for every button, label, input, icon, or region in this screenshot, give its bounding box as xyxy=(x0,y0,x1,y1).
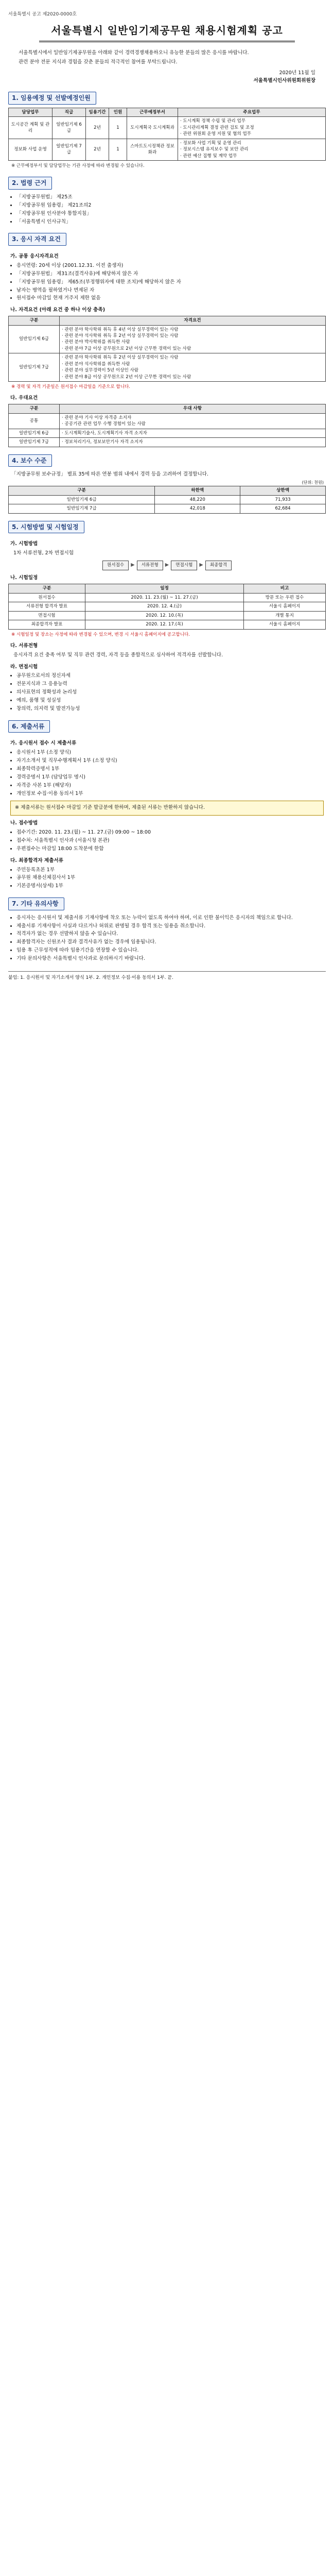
col-header: 임용기간 xyxy=(86,108,109,116)
list-item: • 개인정보 수집·이용 동의서 1부 xyxy=(16,790,326,798)
list-item: • 전문지식과 그 응용능력 xyxy=(16,681,326,688)
subheading: 다. 우대요건 xyxy=(10,395,38,401)
table-header-row xyxy=(9,404,326,413)
list-item: • 예의, 품행 및 성실성 xyxy=(16,697,326,705)
table-row xyxy=(9,504,326,513)
list-item: • 공무원 채용신체검사서 1부 xyxy=(16,874,326,882)
col-header: 일정 xyxy=(85,584,244,593)
cell-duties: · 도시계획 정책 수립 및 관리 업무 · 도시관리계획 결정 관련 검토 및 조정 · 관련 위원회 운영 지원 및 협의 업무 xyxy=(178,117,326,139)
section-notes xyxy=(8,897,326,963)
subheading: 다. 최종합격자 제출서류 xyxy=(10,857,63,863)
section-heading: 4. 보수 수준 xyxy=(8,454,52,467)
cell-label: 일반임기제 6급 xyxy=(9,325,60,353)
col-header: 구분 xyxy=(9,316,60,325)
cell: 2020. 12. 10.(목) xyxy=(85,611,244,620)
positions-table xyxy=(8,108,326,161)
salary-table xyxy=(8,486,326,513)
table-row xyxy=(9,413,326,429)
cell-text: · 도시계획기술사, 도시계획기사 자격 소지자 xyxy=(60,429,326,437)
notice-box: ※ 제출서류는 원서접수 마감일 기준 발급분에 한하며, 제출된 서류는 반환하지 않습니다. xyxy=(10,801,324,816)
salary-text: 「지방공무원 보수규정」 별표 35에 따른 연봉 범위 내에서 경력 등을 고려하여 결정합니다. xyxy=(11,471,209,478)
exam-flow xyxy=(8,561,326,570)
list-item: • 주민등록초본 1부 xyxy=(16,867,326,874)
cell-label: 일반임기제 6급 xyxy=(9,429,60,437)
col-header: 근무예정부서 xyxy=(127,108,178,116)
announcement-page xyxy=(0,0,334,1003)
cell-count: 1 xyxy=(109,117,127,139)
cell-text: · 관련 분야 학사학위 취득 후 4년 이상 실무경력이 있는 사람 · 관련 분야 석사학위 취득 후 2년 이상 실무경력이 있는 사람 · 관련 분야 박사학위를 취득한 사람 · 관련 분야 7급 이상 공무원으로 2년 이상 근무한 경력이 있는 사람 xyxy=(60,325,326,353)
subheading: 가. 공통 응시자격요건 xyxy=(10,253,59,260)
list-item: • 경력증명서 1부 (담당업무 명시) xyxy=(16,774,326,782)
cell: 2020. 11. 23.(월) ~ 11. 27.(금) xyxy=(85,593,244,602)
col-header: 직급 xyxy=(52,108,86,116)
section-salary xyxy=(8,454,326,514)
list-item: • 응시연령: 20세 이상 (2001.12.31. 이전 출생자) xyxy=(16,262,326,270)
cell-dept: 도시계획국 도시계획과 xyxy=(127,117,178,139)
qualification-table xyxy=(8,316,326,382)
flow-step: 원서접수 xyxy=(102,561,129,570)
cell: 2020. 12. 17.(목) xyxy=(85,620,244,629)
cell: 42,018 xyxy=(155,504,240,513)
table-row xyxy=(9,620,326,629)
cell-grade: 일반임기제 6급 xyxy=(52,117,86,139)
section-note: ※ 시험일정 및 장소는 사정에 따라 변경될 수 있으며, 변경 시 서울시 홈페이지에 공고합니다. xyxy=(11,632,190,637)
col-header: 구분 xyxy=(9,486,155,495)
document-number: 서울특별시 공고 제2020-0000호 xyxy=(8,12,77,17)
cell: 62,684 xyxy=(240,504,326,513)
interview-criteria-list xyxy=(8,672,326,713)
table-header-row xyxy=(9,584,326,593)
col-header: 담당업무 xyxy=(9,108,52,116)
table-header-row xyxy=(9,316,326,325)
table-row xyxy=(9,602,326,611)
list-item: • 공무원으로서의 정신자세 xyxy=(16,672,326,680)
cell-label: 공통 xyxy=(9,413,60,429)
section-legal-basis xyxy=(8,177,326,226)
table-row xyxy=(9,139,326,160)
flow-step: 최종합격 xyxy=(205,561,232,570)
cell-period: 2년 xyxy=(86,139,109,160)
intro-line: 관련 분야 전문 지식과 경험을 갖춘 분들의 적극적인 참여를 부탁드립니다. xyxy=(19,59,178,65)
cell-text: · 관련 분야 학사학위 취득 후 2년 이상 실무경력이 있는 사람 · 관련 분야 석사학위를 취득한 사람 · 관련 분야 실무경력이 5년 이상인 사람 · 관련 분야 8급 이상 공무원으로 2년 이상 근무한 경력이 있는 사람 xyxy=(60,353,326,382)
unit-label: (단위: 천원) xyxy=(302,480,324,485)
list-item: • 임용 후 근무성적에 따라 임용기간을 연장할 수 있습니다. xyxy=(16,947,326,955)
intro xyxy=(8,49,326,66)
cell-grade: 일반임기제 7급 xyxy=(52,139,86,160)
table-row xyxy=(9,429,326,437)
section-documents xyxy=(8,720,326,890)
preference-table xyxy=(8,404,326,447)
page-title: 서울특별시 일반임기제공무원 채용시험계획 공고 xyxy=(51,24,283,37)
col-header: 하한액 xyxy=(155,486,240,495)
cell: 서울시 홈페이지 xyxy=(244,620,326,629)
subheading: 나. 자격요건 (아래 요건 중 하나 이상 충족) xyxy=(10,307,106,313)
list-item: • 「지방공무원 임용령」 제21조의2 xyxy=(16,202,326,210)
cell-text: · 정보처리기사, 정보보안기사 자격 소지자 xyxy=(60,438,326,447)
cell: 일반임기제 7급 xyxy=(9,504,155,513)
cell-work: 도시공간 계획 및 관리 xyxy=(9,117,52,139)
subheading: 다. 서류전형 xyxy=(10,642,38,649)
section-positions xyxy=(8,92,326,170)
submission-method-list xyxy=(8,829,326,853)
subheading: 가. 응시원서 접수 시 제출서류 xyxy=(10,740,77,747)
cell: 방문 또는 우편 접수 xyxy=(244,593,326,602)
section-exam xyxy=(8,521,326,713)
cell-count: 1 xyxy=(109,139,127,160)
cell: 서류전형 합격자 발표 xyxy=(9,602,85,611)
section-heading: 5. 시험방법 및 시험일정 xyxy=(8,521,84,534)
section-heading: 7. 기타 유의사항 xyxy=(8,897,64,910)
arrow-right-icon: ▶ xyxy=(165,562,169,568)
schedule-table xyxy=(8,584,326,629)
col-header: 구분 xyxy=(9,584,85,593)
list-item: • 「지방공무원법」 제25조 xyxy=(16,194,326,201)
cell: 면접시험 xyxy=(9,611,85,620)
col-header: 자격요건 xyxy=(60,316,326,325)
col-header: 주요업무 xyxy=(178,108,326,116)
documents-list xyxy=(8,749,326,798)
intro-line: 서울특별시에서 일반임기제공무원을 아래와 같이 경력경쟁채용하오니 유능한 분들의 많은 응시를 바랍니다. xyxy=(19,49,249,56)
title-divider xyxy=(39,41,295,42)
col-header: 구분 xyxy=(9,404,60,413)
arrow-right-icon: ▶ xyxy=(131,562,135,568)
list-item: • 적격자가 없는 경우 선발하지 않을 수 있습니다. xyxy=(16,930,326,938)
list-item: • 자기소개서 및 직무수행계획서 1부 (소정 양식) xyxy=(16,757,326,765)
announcement-date: 2020년 11월 일 xyxy=(279,70,315,76)
issuing-organization: 서울특별시인사위원회위원장 xyxy=(253,77,315,83)
cell: 원서접수 xyxy=(9,593,85,602)
table-row xyxy=(9,117,326,139)
list-item: • 응시자는 응시원서 및 제출서류 기재사항에 착오 또는 누락이 없도록 하여야 하며, 이로 인한 불이익은 응시자의 책임으로 합니다. xyxy=(16,914,326,922)
list-item: • 우편접수는 마감일 18:00 도착분에 한함 xyxy=(16,845,326,853)
cell-label: 일반임기제 7급 xyxy=(9,438,60,447)
section-heading: 1. 임용예정 및 선발예정인원 xyxy=(8,92,96,105)
flow-step: 면접시험 xyxy=(171,561,197,570)
list-item: • 「지방공무원 임용령」 제65조(부정행위자에 대한 조치)에 해당하지 않은 자 xyxy=(16,279,326,286)
cell: 71,933 xyxy=(240,495,326,504)
cell: 개별 통지 xyxy=(244,611,326,620)
subheading: 나. 시험일정 xyxy=(10,575,38,581)
table-row xyxy=(9,438,326,447)
list-item: • 「지방공무원법」 제31조(결격사유)에 해당하지 않은 자 xyxy=(16,270,326,278)
cell: 48,220 xyxy=(155,495,240,504)
list-item: • 최종합격자는 신원조사 결과 결격사유가 없는 경우에 임용됩니다. xyxy=(16,939,326,946)
list-item: • 자격증 사본 1부 (해당자) xyxy=(16,782,326,790)
cell: 서울시 홈페이지 xyxy=(244,602,326,611)
list-item: • 의사표현의 정확성과 논리성 xyxy=(16,689,326,697)
subheading: 가. 시험방법 xyxy=(10,541,38,547)
flow-step: 서류전형 xyxy=(137,561,163,570)
list-item: • 「지방공무원 인사분야 통합지침」 xyxy=(16,210,326,218)
common-requirements-list xyxy=(8,262,326,302)
list-item: • 최종학력증명서 1부 xyxy=(16,766,326,773)
list-item: • 「서울특별시 인사규칙」 xyxy=(16,218,326,226)
cell-duties: · 정보화 사업 기획 및 운영 관리 · 정보시스템 유지보수 및 보안 관리 · 관련 예산 집행 및 계약 업무 xyxy=(178,139,326,160)
section-note: ※ 경력 및 자격 기준일은 원서접수 마감일을 기준으로 합니다. xyxy=(11,384,131,390)
cell-period: 2년 xyxy=(86,117,109,139)
arrow-right-icon: ▶ xyxy=(199,562,203,568)
legal-list xyxy=(8,194,326,226)
subheading: 라. 면접시험 xyxy=(10,664,38,670)
subheading: 나. 접수방법 xyxy=(10,820,38,826)
col-header: 상한액 xyxy=(240,486,326,495)
col-header: 우대 사항 xyxy=(60,404,326,413)
notes-list xyxy=(8,914,326,963)
list-item: • 창의력, 의지력 및 발전가능성 xyxy=(16,705,326,713)
section-heading: 6. 제출서류 xyxy=(8,720,50,733)
attachments-footer: 붙임: 1. 응시원서 및 자기소개서 양식 1부. 2. 개인정보 수집·이용 동의서 1부. 끝. xyxy=(8,971,326,982)
cell: 일반임기제 6급 xyxy=(9,495,155,504)
col-header: 비고 xyxy=(244,584,326,593)
table-header-row xyxy=(9,108,326,116)
cell-text: · 관련 분야 기사 이상 자격증 소지자 · 공공기관 관련 업무 수행 경험이 있는 사람 xyxy=(60,413,326,429)
cell: 최종합격자 발표 xyxy=(9,620,85,629)
cell-dept: 스마트도시정책관 정보화과 xyxy=(127,139,178,160)
cell-label: 일반임기제 7급 xyxy=(9,353,60,382)
cell: 2020. 12. 4.(금) xyxy=(85,602,244,611)
col-header: 인원 xyxy=(109,108,127,116)
table-row xyxy=(9,593,326,602)
list-item: • 제출서류 기재사항이 사실과 다르거나 허위로 판명될 경우 합격 또는 임용을 취소합니다. xyxy=(16,923,326,930)
list-item: • 접수처: 서울특별시 인사과 (서울시청 본관) xyxy=(16,837,326,845)
section-qualifications xyxy=(8,233,326,447)
method-text: 1차 서류전형, 2차 면접시험 xyxy=(13,550,74,556)
section-heading: 2. 법령 근거 xyxy=(8,177,52,190)
table-row xyxy=(9,495,326,504)
list-item: • 기본증명서(상세) 1부 xyxy=(16,883,326,890)
table-row xyxy=(9,353,326,382)
doc-text: 응시자격 요건 충족 여부 및 직무 관련 경력, 자격 등을 종합적으로 심사하여 적격자를 선발합니다. xyxy=(13,652,223,658)
table-row xyxy=(9,611,326,620)
list-item: • 기타 문의사항은 서울특별시 인사과로 문의하시기 바랍니다. xyxy=(16,955,326,963)
table-row xyxy=(9,325,326,353)
cell-work: 정보화 사업 운영 xyxy=(9,139,52,160)
section-note: ※ 근무예정부서 및 담당업무는 기관 사정에 따라 변경될 수 있습니다. xyxy=(11,163,145,169)
list-item: • 남자는 병역을 필하였거나 면제된 자 xyxy=(16,287,326,295)
section-heading: 3. 응시 자격 요건 xyxy=(8,233,66,246)
list-item: • 응시원서 1부 (소정 양식) xyxy=(16,749,326,757)
final-documents-list xyxy=(8,867,326,891)
table-header-row xyxy=(9,486,326,495)
list-item: • 원서접수 마감일 현재 거주지 제한 없음 xyxy=(16,295,326,302)
list-item: • 접수기간: 2020. 11. 23.(월) ~ 11. 27.(금) 09:00 ~ 18:00 xyxy=(16,829,326,837)
